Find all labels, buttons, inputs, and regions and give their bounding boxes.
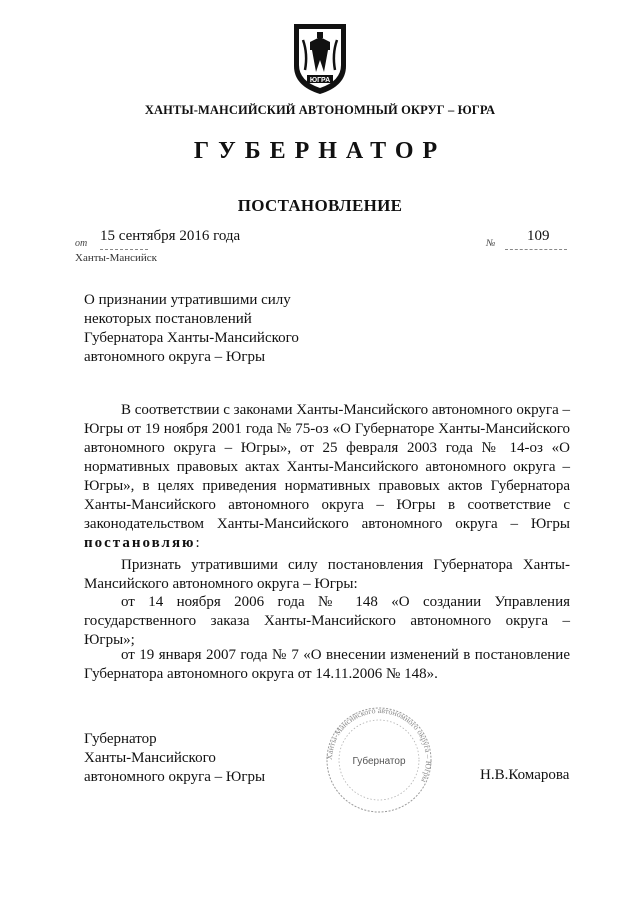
subject-line: О признании утратившими силу — [84, 292, 291, 308]
repealed-act-item: от 19 января 2007 года № 7 «О внесении изменений в постановление Губернатора автономного округа от 14.11.2006 № 148». — [84, 647, 570, 682]
number-underline — [505, 248, 567, 250]
signatory-name: Н.В.Комарова — [480, 767, 570, 783]
resolve-word: постановляю — [84, 535, 196, 551]
document-number: 109 — [527, 228, 550, 244]
place-of-issue: Ханты-Мансийск — [75, 252, 158, 264]
region-title: ХАНТЫ-МАНСИЙСКИЙ АВТОНОМНЫЙ ОКРУГ – ЮГРА — [144, 103, 496, 117]
decree-subject — [84, 291, 344, 367]
stamp-center-text: Губернатор — [352, 756, 406, 767]
signatory-position-line: автономного округа – Югры — [84, 769, 266, 785]
resolve-colon: : — [195, 535, 200, 551]
yugra-coat-of-arms-icon — [288, 20, 352, 96]
legal-basis-text: В соответствии с законами Ханты-Мансийского автономного округа – Югры от 19 ноября 2001 года № 75-оз «О Губернаторе Ханты-Мансийского автономного округа – Югры», от 25 февраля 2003 года № 14-оз «О нормативных правовых актах Ханты-Мансийского автономного округа – Югры», в целях приведения нормативных правовых актов Губернатора Ханты-Мансийского автономного округа – Югры в соответствие с законодательством Ханты-Мансийского автономного округа – Югры — [84, 402, 570, 532]
legal-basis-paragraph — [84, 401, 570, 553]
document-date: 15 сентября 2016 года — [100, 228, 241, 244]
date-underline — [100, 248, 148, 250]
governor-heading: ГУБЕРНАТОР — [193, 138, 447, 164]
date-prefix: от — [75, 238, 88, 249]
signatory-position — [84, 730, 265, 787]
decree-heading: ПОСТАНОВЛЕНИЕ — [237, 196, 403, 215]
subject-line: автономного округа – Югры — [84, 349, 266, 365]
emblem-label: ЮГРА — [309, 77, 331, 84]
signatory-position-line: Ханты-Мансийского — [84, 750, 216, 766]
number-prefix: № — [486, 238, 496, 249]
signatory-position-line: Губернатор — [84, 731, 157, 747]
official-stamp — [316, 706, 442, 814]
repealed-act-item: от 14 ноября 2006 года № 148 «О создании Управления государственного заказа Ханты-Мансийского автономного округа – Югры»; — [84, 594, 570, 648]
resolution-paragraph: Признать утратившими силу постановления Губернатора Ханты-Мансийского автономного округа – Югры: — [84, 557, 570, 592]
subject-line: Губернатора Ханты-Мансийского — [84, 330, 299, 346]
subject-line: некоторых постановлений — [84, 311, 252, 327]
stamp-ring-text: Ханты-Мансийского автономного округа – Югры — [324, 706, 434, 784]
